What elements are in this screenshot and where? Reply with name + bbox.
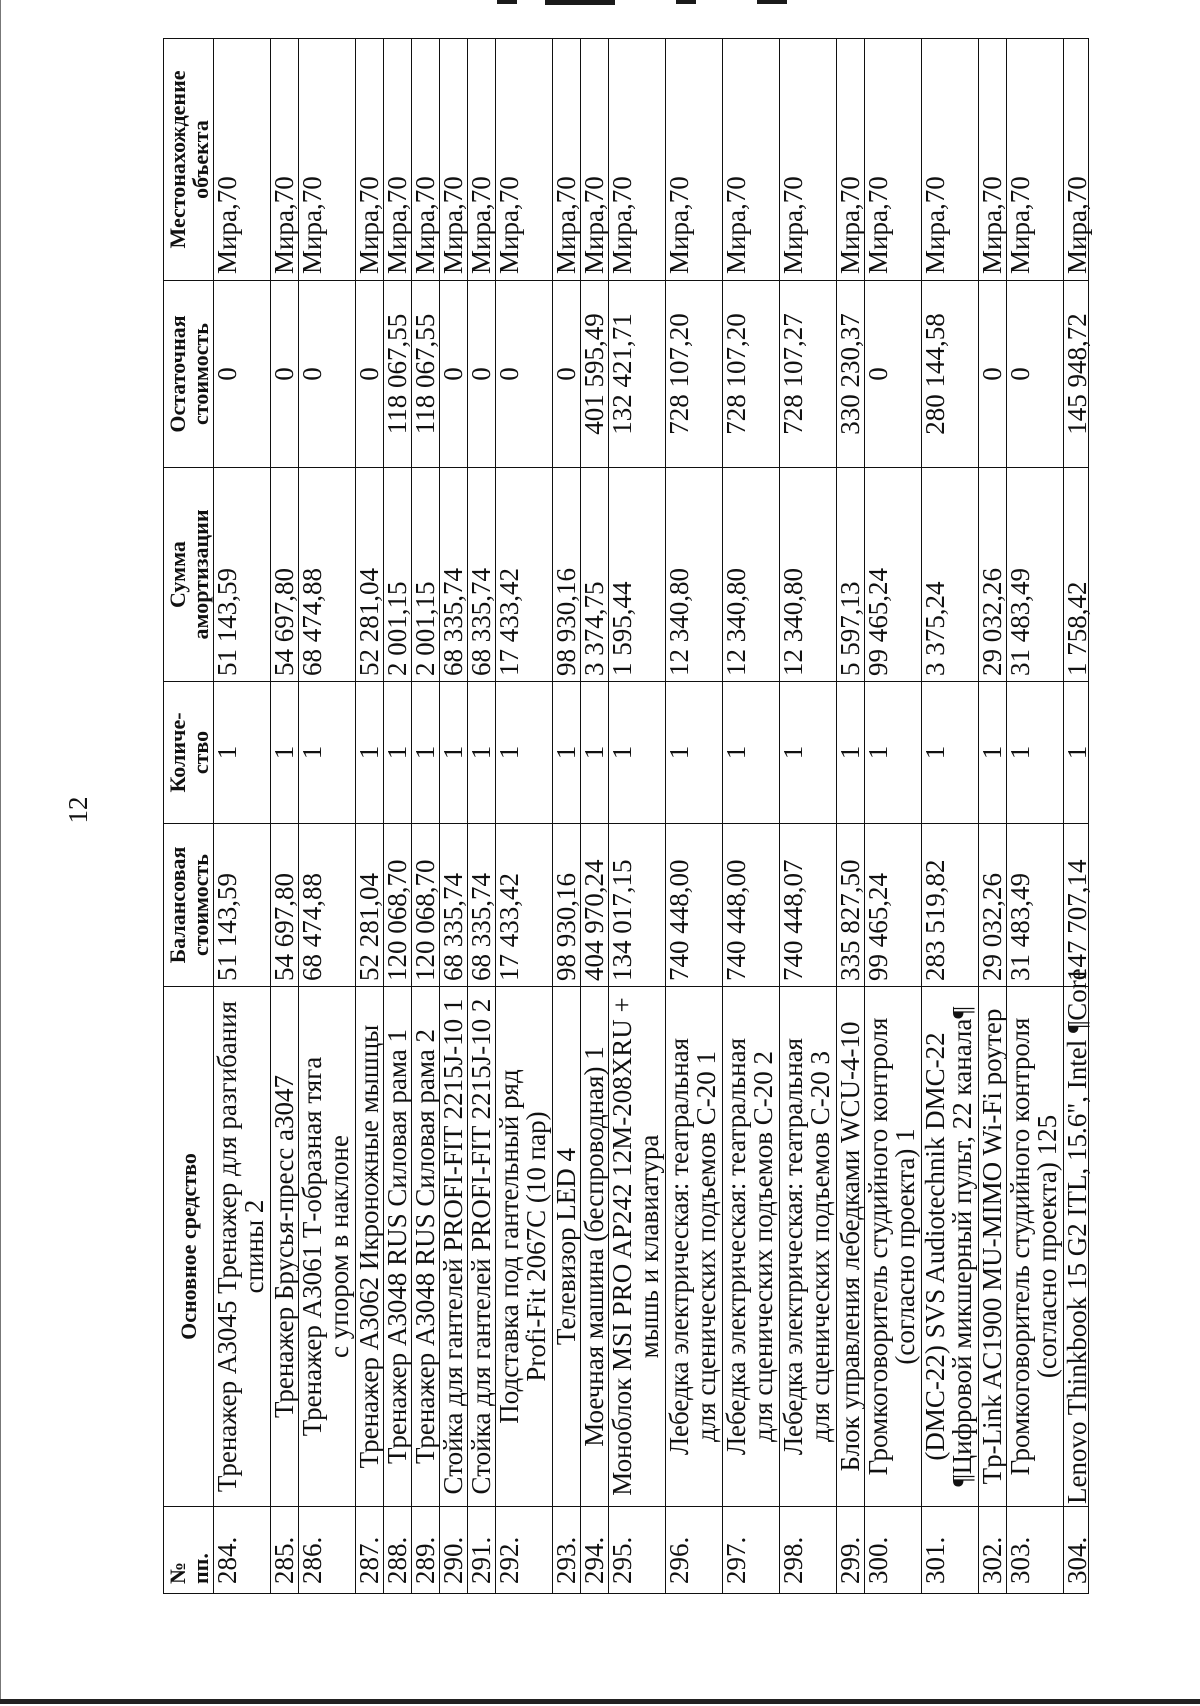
cell-residual-value: 132 421,71: [609, 280, 666, 467]
table-header-row: [164, 38, 214, 1593]
cell-book-value: 335 827,50: [837, 823, 865, 986]
header-line: Количе-: [164, 712, 190, 793]
cell-book-value: 29 032,26: [979, 823, 1007, 986]
header-line: Сумма: [164, 541, 190, 608]
cell-depreciation: 17 433,42: [496, 467, 553, 681]
cell-asset-name: [468, 986, 496, 1506]
cell-quantity: 1: [979, 681, 1007, 823]
cell-quantity: 1: [356, 681, 384, 823]
cell-location: Мира,70: [865, 38, 922, 280]
cell-residual-value: 401 595,49: [581, 280, 609, 467]
table-row: [553, 38, 581, 1593]
cell-depreciation: 12 340,80: [780, 467, 837, 681]
cell-depreciation: 68 335,74: [440, 467, 468, 681]
cell-book-value: 120 068,70: [384, 823, 412, 986]
table-row: [865, 38, 922, 1593]
cell-quantity: 1: [780, 681, 837, 823]
table-row: [609, 38, 666, 1593]
cell-asset-name: [440, 986, 468, 1506]
asset-name-line: Тренажер A3062 Икроножные мышцы: [354, 1024, 384, 1469]
cell-quantity: 1: [553, 681, 581, 823]
cell-book-value: 134 017,15: [609, 823, 666, 986]
cell-quantity: 1: [865, 681, 922, 823]
cell-quantity: 1: [384, 681, 412, 823]
cell-residual-value: 0: [440, 280, 468, 467]
asset-name-line: Лебедка электрическая: театральная: [778, 1037, 808, 1456]
cell-quantity: 1: [412, 681, 440, 823]
rotated-landscape-sheet: [63, 38, 1092, 1594]
header-line: ство: [187, 730, 213, 775]
cell-book-value: 54 697,80: [271, 823, 299, 986]
cell-row-number: 289.: [412, 1506, 440, 1593]
table-row: [214, 38, 271, 1593]
cell-depreciation: 12 340,80: [666, 467, 723, 681]
cell-row-number: 299.: [837, 1506, 865, 1593]
cell-row-number: 286.: [299, 1506, 356, 1593]
scan-edge-line: [0, 0, 1, 1699]
asset-name-line: для сценических подъемов С-20 2: [748, 1051, 778, 1442]
asset-name-line: (согласно проекта) 125: [1032, 1114, 1062, 1379]
cell-asset-name: [922, 986, 979, 1506]
scan-artifact: [757, 0, 787, 4]
cell-residual-value: 0: [356, 280, 384, 467]
cell-row-number: 296.: [666, 1506, 723, 1593]
table-row: [299, 38, 356, 1593]
header-asset: [164, 986, 214, 1506]
cell-location: Мира,70: [496, 38, 553, 280]
asset-name-line: для сценических подъемов С-20 3: [805, 1051, 835, 1442]
cell-location: Мира,70: [723, 38, 780, 280]
cell-asset-name: [609, 986, 666, 1506]
cell-depreciation: 99 465,24: [865, 467, 922, 681]
scan-edge-line: [0, 1699, 1200, 1704]
asset-name-line: мышь и клавиатура: [634, 1134, 664, 1359]
cell-book-value: 147 707,14: [1064, 823, 1089, 986]
cell-depreciation: 3 375,24: [922, 467, 979, 681]
asset-name-line: Стойка для гантелей PROFI-FIT 2215J-10 1: [438, 998, 468, 1495]
table-row: [837, 38, 865, 1593]
asset-name-line: ¶Цифровой микшерный пульт, 22 канала¶: [947, 1006, 977, 1487]
cell-location: Мира,70: [214, 38, 271, 280]
cell-asset-name: [780, 986, 837, 1506]
cell-asset-name: [581, 986, 609, 1506]
table-row: [780, 38, 837, 1593]
cell-row-number: 288.: [384, 1506, 412, 1593]
cell-row-number: 304.: [1064, 1506, 1089, 1593]
page-number: 12: [63, 796, 93, 824]
cell-depreciation: 68 474,88: [299, 467, 356, 681]
cell-depreciation: 12 340,80: [723, 467, 780, 681]
cell-row-number: 301.: [922, 1506, 979, 1593]
table-row: [412, 38, 440, 1593]
cell-residual-value: 0: [468, 280, 496, 467]
header-book-value: [164, 823, 214, 986]
header-line: Основное средство: [176, 1153, 201, 1340]
cell-depreciation: 1 595,44: [609, 467, 666, 681]
scan-artifact: [497, 0, 517, 4]
cell-location: Мира,70: [271, 38, 299, 280]
cell-depreciation: 2 001,15: [412, 467, 440, 681]
header-residual-value: [164, 280, 214, 467]
header-line: Местонахождение: [164, 70, 190, 249]
cell-residual-value: 728 107,20: [723, 280, 780, 467]
cell-quantity: 1: [440, 681, 468, 823]
header-line: объекта: [187, 120, 213, 199]
asset-name-line: Стойка для гантелей PROFI-FIT 2215J-10 2: [466, 998, 496, 1495]
asset-name-line: Подставка под гантельный ряд: [494, 1069, 524, 1424]
cell-residual-value: 0: [979, 280, 1007, 467]
cell-quantity: 1: [723, 681, 780, 823]
cell-location: Мира,70: [553, 38, 581, 280]
table-row: [496, 38, 553, 1593]
cell-quantity: 1: [468, 681, 496, 823]
cell-depreciation: 54 697,80: [271, 467, 299, 681]
header-line: Остаточная: [164, 315, 190, 433]
cell-quantity: 1: [496, 681, 553, 823]
cell-book-value: 283 519,82: [922, 823, 979, 986]
cell-location: Мира,70: [384, 38, 412, 280]
table-row: [581, 38, 609, 1593]
cell-quantity: 1: [609, 681, 666, 823]
cell-book-value: 99 465,24: [865, 823, 922, 986]
cell-residual-value: 0: [214, 280, 271, 467]
cell-residual-value: 0: [1007, 280, 1064, 467]
cell-location: Мира,70: [1064, 38, 1089, 280]
cell-asset-name: [299, 986, 356, 1506]
cell-row-number: 298.: [780, 1506, 837, 1593]
cell-quantity: 1: [666, 681, 723, 823]
header-row-number: [164, 1506, 214, 1593]
cell-depreciation: 31 483,49: [1007, 467, 1064, 681]
cell-location: Мира,70: [440, 38, 468, 280]
asset-name-line: спины 2: [239, 1199, 269, 1294]
header-quantity: [164, 681, 214, 823]
cell-location: Мира,70: [609, 38, 666, 280]
cell-book-value: 17 433,42: [496, 823, 553, 986]
cell-row-number: 302.: [979, 1506, 1007, 1593]
cell-location: Мира,70: [356, 38, 384, 280]
table-row: [979, 38, 1007, 1593]
asset-name-line: для сценических подъемов С-20 1: [691, 1051, 721, 1442]
table-row: [723, 38, 780, 1593]
asset-name-line: Тренажер A3045 Тренажер для разгибания: [212, 1000, 242, 1493]
asset-name-line: Моноблок MSI PRO AP242 12M-208XRU +: [607, 997, 637, 1496]
table-row: [1007, 38, 1064, 1593]
asset-name-line: Profi-Fit 2067C (10 пар): [521, 1111, 551, 1382]
cell-location: Мира,70: [412, 38, 440, 280]
cell-location: Мира,70: [468, 38, 496, 280]
cell-residual-value: 0: [271, 280, 299, 467]
cell-location: Мира,70: [979, 38, 1007, 280]
cell-book-value: 740 448,07: [780, 823, 837, 986]
cell-row-number: 284.: [214, 1506, 271, 1593]
header-line: стоимость: [187, 323, 213, 425]
cell-depreciation: 1 758,42: [1064, 467, 1089, 681]
cell-book-value: 68 474,88: [299, 823, 356, 986]
cell-row-number: 294.: [581, 1506, 609, 1593]
cell-location: Мира,70: [666, 38, 723, 280]
cell-location: Мира,70: [837, 38, 865, 280]
cell-depreciation: 2 001,15: [384, 467, 412, 681]
asset-name-line: Lenovo Thinkbook 15 G2 ITL, 15.6", Intel ¶Core: [1062, 968, 1092, 1504]
header-line: №: [164, 1561, 190, 1584]
header-line: Балансовая: [164, 846, 190, 964]
cell-row-number: 290.: [440, 1506, 468, 1593]
cell-asset-name: [356, 986, 384, 1506]
cell-residual-value: 118 067,55: [384, 280, 412, 467]
scan-artifact: [676, 0, 696, 4]
cell-location: Мира,70: [299, 38, 356, 280]
asset-name-line: Телевизор LED 4: [551, 1147, 581, 1346]
cell-asset-name: [496, 986, 553, 1506]
asset-name-line: Лебедка электрическая: театральная: [721, 1037, 751, 1456]
cell-row-number: 300.: [865, 1506, 922, 1593]
table-row: [356, 38, 384, 1593]
cell-book-value: 68 335,74: [468, 823, 496, 986]
cell-asset-name: [723, 986, 780, 1506]
asset-name-line: Тренажер A3048 RUS Силовая рама 1: [382, 1028, 412, 1465]
table-row: [271, 38, 299, 1593]
cell-quantity: 1: [271, 681, 299, 823]
cell-book-value: 740 448,00: [666, 823, 723, 986]
cell-depreciation: 51 143,59: [214, 467, 271, 681]
cell-location: Мира,70: [780, 38, 837, 280]
cell-row-number: 291.: [468, 1506, 496, 1593]
cell-quantity: 1: [1007, 681, 1064, 823]
cell-row-number: 303.: [1007, 1506, 1064, 1593]
cell-residual-value: 0: [865, 280, 922, 467]
cell-book-value: 120 068,70: [412, 823, 440, 986]
asset-name-line: Громкоговоритель студийного контроля: [1005, 1017, 1035, 1476]
table-row: [440, 38, 468, 1593]
cell-residual-value: 728 107,27: [780, 280, 837, 467]
asset-name-line: Лебедка электрическая: театральная: [664, 1037, 694, 1456]
cell-book-value: 31 483,49: [1007, 823, 1064, 986]
cell-row-number: 285.: [271, 1506, 299, 1593]
header-line: амортизации: [187, 509, 213, 640]
cell-residual-value: 330 230,37: [837, 280, 865, 467]
cell-asset-name: [666, 986, 723, 1506]
cell-book-value: 52 281,04: [356, 823, 384, 986]
cell-quantity: 1: [1064, 681, 1089, 823]
fixed-assets-table: [163, 38, 1092, 1594]
cell-residual-value: 118 067,55: [412, 280, 440, 467]
cell-asset-name: [553, 986, 581, 1506]
header-depreciation: [164, 467, 214, 681]
scan-artifact: [545, 0, 615, 5]
cell-residual-value: 145 948,72: [1064, 280, 1089, 467]
asset-name-line: Тренажер Брусья-пресс а3047: [269, 1074, 299, 1419]
cell-asset-name: [837, 986, 865, 1506]
cell-book-value: 98 930,16: [553, 823, 581, 986]
cell-quantity: 1: [299, 681, 356, 823]
cell-row-number: 297.: [723, 1506, 780, 1593]
cell-location: Мира,70: [581, 38, 609, 280]
cell-residual-value: 0: [553, 280, 581, 467]
cell-depreciation: 3 374,75: [581, 467, 609, 681]
asset-name-line: Тренажер A3048 RUS Силовая рама 2: [410, 1028, 440, 1465]
cell-row-number: 293.: [553, 1506, 581, 1593]
cell-depreciation: 68 335,74: [468, 467, 496, 681]
cell-book-value: 404 970,24: [581, 823, 609, 986]
cell-book-value: 740 448,00: [723, 823, 780, 986]
table-row: [468, 38, 496, 1593]
asset-name-line: Тренажер A3061 Т-образная тяга: [297, 1056, 327, 1437]
cell-book-value: 51 143,59: [214, 823, 271, 986]
cell-residual-value: 0: [299, 280, 356, 467]
cell-residual-value: 0: [496, 280, 553, 467]
asset-name-line: (согласно проекта) 1: [890, 1128, 920, 1365]
cell-asset-name: [1007, 986, 1064, 1506]
cell-depreciation: 29 032,26: [979, 467, 1007, 681]
cell-quantity: 1: [837, 681, 865, 823]
table-row: [1062, 38, 1092, 1593]
asset-name-line: Блок управления лебедками WCU-4-10: [835, 1021, 865, 1472]
cell-asset-name: [1062, 968, 1092, 1506]
cell-quantity: 1: [922, 681, 979, 823]
cell-depreciation: 98 930,16: [553, 467, 581, 681]
asset-name-line: с упором в наклоне: [324, 1135, 354, 1358]
cell-asset-name: [412, 986, 440, 1506]
cell-asset-name: [271, 986, 299, 1506]
table-row: [922, 38, 979, 1593]
cell-depreciation: 5 597,13: [837, 467, 865, 681]
cell-book-value: 68 335,74: [440, 823, 468, 986]
cell-residual-value: 280 144,58: [922, 280, 979, 467]
cell-row-number: 287.: [356, 1506, 384, 1593]
table-row: [666, 38, 723, 1593]
cell-quantity: 1: [581, 681, 609, 823]
asset-name-line: Громкоговоритель студийного контроля: [863, 1017, 893, 1476]
header-location: [164, 38, 214, 280]
asset-name-line: (DMC-22) SVS Audiotechnik DMC-22: [920, 1032, 950, 1461]
asset-name-line: Моечная машина (беспроводная) 1: [579, 1046, 609, 1447]
header-line: стоимость: [187, 854, 213, 956]
cell-row-number: 295.: [609, 1506, 666, 1593]
cell-asset-name: [979, 986, 1007, 1506]
cell-asset-name: [214, 986, 271, 1506]
cell-depreciation: 52 281,04: [356, 467, 384, 681]
cell-location: Мира,70: [922, 38, 979, 280]
header-line: пп.: [187, 1553, 213, 1584]
table-row: [384, 38, 412, 1593]
asset-name-line: Tp-Link AC1900 MU-MIMO Wi-Fi роутер: [977, 1008, 1007, 1485]
cell-quantity: 1: [214, 681, 271, 823]
cell-residual-value: 728 107,20: [666, 280, 723, 467]
cell-asset-name: [865, 986, 922, 1506]
cell-asset-name: [384, 986, 412, 1506]
cell-location: Мира,70: [1007, 38, 1064, 280]
cell-row-number: 292.: [496, 1506, 553, 1593]
